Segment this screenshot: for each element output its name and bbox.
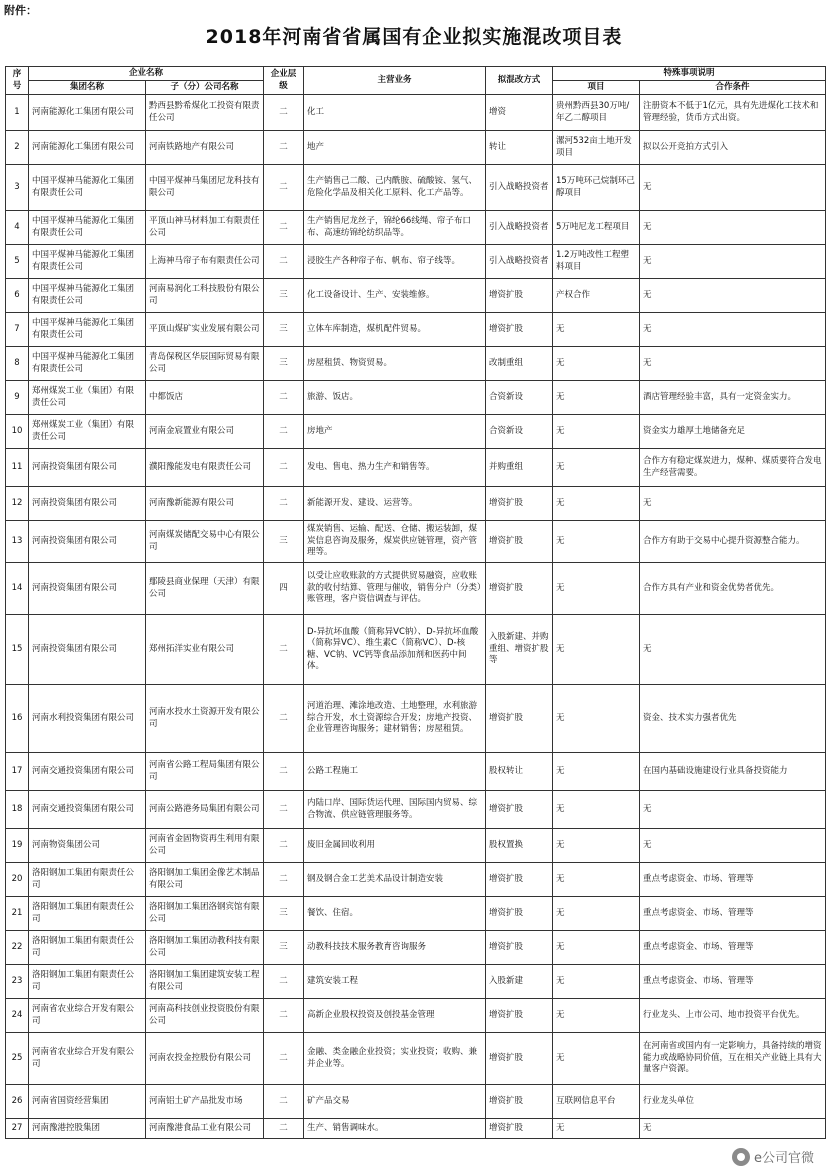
row-number: 7 [6, 313, 29, 347]
main-business: 餐饮、住宿。 [304, 897, 486, 931]
main-business: 建筑安装工程 [304, 965, 486, 999]
cooperation-condition: 注册资本不低于1亿元，具有先进煤化工技术和管理经验，货币方式出资。 [640, 95, 826, 131]
table-body [6, 95, 826, 1139]
subsidiary-name: 河南易润化工科技股份有限公司 [146, 279, 264, 313]
table-row [6, 897, 826, 931]
mix-method: 转让 [486, 131, 553, 165]
main-business: 钢及钢合金工艺美术品设计制造安装 [304, 863, 486, 897]
attachment-label: 附件： [4, 4, 37, 17]
table-row [6, 999, 826, 1033]
mix-method: 合资新设 [486, 415, 553, 449]
company-level: 二 [264, 791, 304, 829]
mix-method: 股权置换 [486, 829, 553, 863]
project-name: 无 [553, 487, 640, 521]
table-row [6, 131, 826, 165]
group-name: 河南物资集团公司 [29, 829, 146, 863]
cooperation-condition: 在国内基础设施建设行业具备投资能力 [640, 753, 826, 791]
table-row [6, 211, 826, 245]
row-number: 10 [6, 415, 29, 449]
mix-method: 增资扩股 [486, 563, 553, 615]
main-business: 煤炭销售、运输、配送、仓储、搬运装卸，煤炭信息咨询及服务，煤炭供应链管理，资产管理等。 [304, 521, 486, 563]
main-business: 发电、售电、热力生产和销售等。 [304, 449, 486, 487]
table-row [6, 487, 826, 521]
company-level: 二 [264, 753, 304, 791]
cooperation-condition: 行业龙头、上市公司、地市投资平台优先。 [640, 999, 826, 1033]
subsidiary-name: 洛阳钢加工集团洛钢宾馆有限公司 [146, 897, 264, 931]
table-row [6, 449, 826, 487]
project-name: 无 [553, 897, 640, 931]
mix-method: 入股新建 [486, 965, 553, 999]
row-number: 16 [6, 685, 29, 753]
row-number: 6 [6, 279, 29, 313]
subsidiary-name: 河南农投金控股份有限公司 [146, 1033, 264, 1085]
row-number: 18 [6, 791, 29, 829]
company-level: 二 [264, 965, 304, 999]
cooperation-condition: 酒店管理经验丰富，具有一定资金实力。 [640, 381, 826, 415]
cooperation-condition: 无 [640, 1119, 826, 1139]
cooperation-condition: 无 [640, 313, 826, 347]
table-row [6, 685, 826, 753]
row-number: 11 [6, 449, 29, 487]
project-name: 无 [553, 415, 640, 449]
subsidiary-name: 中国平煤神马集团尼龙科技有限公司 [146, 165, 264, 211]
subsidiary-name: 中都饭店 [146, 381, 264, 415]
main-business: 生产、销售调味水。 [304, 1119, 486, 1139]
main-business: 以受让应收账款的方式提供贸易融资，应收账款的收付结算、管理与催收，销售分户（分类）账管理，客户资信调查与评估。 [304, 563, 486, 615]
company-level: 三 [264, 313, 304, 347]
cooperation-condition: 无 [640, 279, 826, 313]
subsidiary-name: 鄢陵县商业保理（天津）有限公司 [146, 563, 264, 615]
row-number: 17 [6, 753, 29, 791]
project-name: 无 [553, 685, 640, 753]
mix-method: 增资扩股 [486, 863, 553, 897]
wechat-logo-icon [732, 1148, 750, 1166]
mix-method: 引入战略投资者 [486, 165, 553, 211]
mix-method: 入股新建、并购重组、增资扩股等 [486, 615, 553, 685]
main-business: 浸胶生产各种帘子布、帆布、帘子线等。 [304, 245, 486, 279]
table-row [6, 521, 826, 563]
main-business: 房地产 [304, 415, 486, 449]
mix-method: 增资扩股 [486, 1033, 553, 1085]
table-row [6, 615, 826, 685]
company-level: 二 [264, 863, 304, 897]
group-name: 河南省国资经营集团 [29, 1085, 146, 1119]
cooperation-condition: 资金、技术实力强者优先 [640, 685, 826, 753]
row-number: 8 [6, 347, 29, 381]
main-business: 金融、类金融企业投资；实业投资；收购、兼并企业等。 [304, 1033, 486, 1085]
company-level: 三 [264, 521, 304, 563]
watermark-text: e公司官微 [754, 1151, 814, 1166]
project-name: 无 [553, 563, 640, 615]
group-name: 洛阳钢加工集团有限责任公司 [29, 897, 146, 931]
mix-method: 增资扩股 [486, 313, 553, 347]
mix-method: 增资扩股 [486, 279, 553, 313]
company-level: 二 [264, 1119, 304, 1139]
mix-method: 合资新设 [486, 381, 553, 415]
subsidiary-name: 河南豫新能源有限公司 [146, 487, 264, 521]
table-row [6, 279, 826, 313]
group-name: 河南投资集团有限公司 [29, 449, 146, 487]
group-name: 中国平煤神马能源化工集团有限责任公司 [29, 211, 146, 245]
main-business: 废旧金属回收利用 [304, 829, 486, 863]
project-name: 无 [553, 863, 640, 897]
mix-method: 增资扩股 [486, 685, 553, 753]
header-mix-method: 拟混改方式 [486, 67, 553, 95]
group-name: 河南能源化工集团有限公司 [29, 131, 146, 165]
project-name: 15万吨环己烷制环己醇项目 [553, 165, 640, 211]
group-name: 中国平煤神马能源化工集团有限责任公司 [29, 313, 146, 347]
header-subsidiary-name: 子（分）公司名称 [146, 81, 264, 95]
row-number: 26 [6, 1085, 29, 1119]
row-number: 5 [6, 245, 29, 279]
project-name: 无 [553, 753, 640, 791]
company-level: 二 [264, 615, 304, 685]
cooperation-condition: 无 [640, 487, 826, 521]
project-name: 无 [553, 313, 640, 347]
subsidiary-name: 河南煤炭储配交易中心有限公司 [146, 521, 264, 563]
subsidiary-name: 濮阳豫能发电有限责任公司 [146, 449, 264, 487]
company-level: 二 [264, 95, 304, 131]
table-row [6, 753, 826, 791]
header-cooperation: 合作条件 [640, 81, 826, 95]
company-level: 二 [264, 1085, 304, 1119]
company-level: 二 [264, 487, 304, 521]
main-business: 化工 [304, 95, 486, 131]
row-number: 12 [6, 487, 29, 521]
project-name: 5万吨尼龙工程项目 [553, 211, 640, 245]
company-level: 二 [264, 245, 304, 279]
main-business: 化工设备设计、生产、安装维修。 [304, 279, 486, 313]
group-name: 河南省农业综合开发有限公司 [29, 1033, 146, 1085]
mix-method: 引入战略投资者 [486, 211, 553, 245]
mix-method: 增资扩股 [486, 521, 553, 563]
group-name: 洛阳钢加工集团有限责任公司 [29, 965, 146, 999]
project-name: 无 [553, 521, 640, 563]
row-number: 22 [6, 931, 29, 965]
company-level: 二 [264, 381, 304, 415]
table-row [6, 829, 826, 863]
subsidiary-name: 郑州拓洋实业有限公司 [146, 615, 264, 685]
main-business: 河道治理、滩涂地改造、土地整理，水利旅游综合开发，水土资源综合开发；房地产投资、企业管理咨询服务；建材销售；房屋租赁。 [304, 685, 486, 753]
cooperation-condition: 重点考虑资金、市场、管理等 [640, 863, 826, 897]
table-row [6, 313, 826, 347]
cooperation-condition: 无 [640, 791, 826, 829]
row-number: 13 [6, 521, 29, 563]
group-name: 河南投资集团有限公司 [29, 487, 146, 521]
company-level: 四 [264, 563, 304, 615]
project-name: 无 [553, 829, 640, 863]
company-level: 三 [264, 897, 304, 931]
table-row [6, 1085, 826, 1119]
table-row [6, 863, 826, 897]
cooperation-condition: 无 [640, 615, 826, 685]
cooperation-condition: 合作方具有产业和资金优势者优先。 [640, 563, 826, 615]
table-row [6, 245, 826, 279]
table-row [6, 165, 826, 211]
project-name: 无 [553, 615, 640, 685]
table-row [6, 347, 826, 381]
table-row [6, 931, 826, 965]
table-row [6, 415, 826, 449]
main-business: 生产销售尼龙丝子，锦纶66线绳、帘子布口布、高速纺锦纶纺织品等。 [304, 211, 486, 245]
subsidiary-name: 洛阳钢加工集团金像艺术制品有限公司 [146, 863, 264, 897]
subsidiary-name: 平顶山神马材料加工有限责任公司 [146, 211, 264, 245]
table-row [6, 791, 826, 829]
mix-method: 增资扩股 [486, 897, 553, 931]
mix-method: 引入战略投资者 [486, 245, 553, 279]
header-project: 项目 [553, 81, 640, 95]
subsidiary-name: 黔西县黔希煤化工投资有限责任公司 [146, 95, 264, 131]
row-number: 2 [6, 131, 29, 165]
mix-method: 增资 [486, 95, 553, 131]
main-business: 新能源开发、建设、运营等。 [304, 487, 486, 521]
mix-method: 增资扩股 [486, 791, 553, 829]
group-name: 河南交通投资集团有限公司 [29, 791, 146, 829]
group-name: 洛阳钢加工集团有限责任公司 [29, 931, 146, 965]
group-name: 中国平煤神马能源化工集团有限责任公司 [29, 165, 146, 211]
mix-method: 增资扩股 [486, 1085, 553, 1119]
mix-method: 增资扩股 [486, 999, 553, 1033]
project-name: 无 [553, 1119, 640, 1139]
table-row [6, 381, 826, 415]
group-name: 河南交通投资集团有限公司 [29, 753, 146, 791]
subsidiary-name: 洛阳钢加工集团建筑安装工程有限公司 [146, 965, 264, 999]
main-business: 内陆口岸、国际货运代理、国际国内贸易、综合物流、供应链管理服务等。 [304, 791, 486, 829]
cooperation-condition: 在河南省或国内有一定影响力，具备持续的增资能力或战略协同价值，互在相关产业链上具有大量客户资源。 [640, 1033, 826, 1085]
subsidiary-name: 平顶山煤矿实业发展有限公司 [146, 313, 264, 347]
group-name: 河南投资集团有限公司 [29, 615, 146, 685]
row-number: 14 [6, 563, 29, 615]
main-business: 立体车库制造，煤机配件贸易。 [304, 313, 486, 347]
subsidiary-name: 河南水投水土资源开发有限公司 [146, 685, 264, 753]
subsidiary-name: 上海神马帘子布有限责任公司 [146, 245, 264, 279]
project-name: 无 [553, 965, 640, 999]
group-name: 河南能源化工集团有限公司 [29, 95, 146, 131]
cooperation-condition: 行业龙头单位 [640, 1085, 826, 1119]
table-row [6, 965, 826, 999]
cooperation-condition: 重点考虑资金、市场、管理等 [640, 897, 826, 931]
subsidiary-name: 河南省公路工程局集团有限公司 [146, 753, 264, 791]
company-level: 二 [264, 829, 304, 863]
company-level: 二 [264, 999, 304, 1033]
cooperation-condition: 合作方有助于交易中心提升资源整合能力。 [640, 521, 826, 563]
project-name: 无 [553, 381, 640, 415]
cooperation-condition: 重点考虑资金、市场、管理等 [640, 931, 826, 965]
mix-method: 改制重组 [486, 347, 553, 381]
cooperation-condition: 合作方有稳定煤炭进力，煤种、煤质要符合发电生产经营需要。 [640, 449, 826, 487]
header-main-business: 主营业务 [304, 67, 486, 95]
subsidiary-name: 河南铁路地产有限公司 [146, 131, 264, 165]
subsidiary-name: 青岛保税区华辰国际贸易有限公司 [146, 347, 264, 381]
row-number: 3 [6, 165, 29, 211]
mix-method: 并购重组 [486, 449, 553, 487]
main-business: 动教科技技术服务教育咨询服务 [304, 931, 486, 965]
cooperation-condition: 无 [640, 347, 826, 381]
cooperation-condition: 资金实力雄厚土地储备充足 [640, 415, 826, 449]
header-special-notes: 特殊事项说明 [553, 67, 826, 81]
project-name: 无 [553, 791, 640, 829]
company-level: 二 [264, 165, 304, 211]
cooperation-condition: 重点考虑资金、市场、管理等 [640, 965, 826, 999]
company-level: 二 [264, 211, 304, 245]
header-company-name: 企业名称 [29, 67, 264, 81]
subsidiary-name: 河南公路港务局集团有限公司 [146, 791, 264, 829]
project-name: 1.2万吨改性工程塑料项目 [553, 245, 640, 279]
group-name: 河南投资集团有限公司 [29, 563, 146, 615]
project-name: 无 [553, 999, 640, 1033]
project-name: 无 [553, 1033, 640, 1085]
cooperation-condition: 无 [640, 211, 826, 245]
header-seq: 序号 [6, 67, 29, 95]
subsidiary-name: 洛阳钢加工集团动教科技有限公司 [146, 931, 264, 965]
row-number: 20 [6, 863, 29, 897]
row-number: 23 [6, 965, 29, 999]
row-number: 1 [6, 95, 29, 131]
header-group-name: 集团名称 [29, 81, 146, 95]
main-business: 生产销售己二酸、己内酰胺、硫酸铵、氢气、危险化学品及相关化工原料、化工产品等。 [304, 165, 486, 211]
group-name: 河南水利投资集团有限公司 [29, 685, 146, 753]
row-number: 24 [6, 999, 29, 1033]
header-level: 企业层级 [264, 67, 304, 95]
company-level: 二 [264, 449, 304, 487]
subsidiary-name: 河南金宸置业有限公司 [146, 415, 264, 449]
group-name: 河南豫港控股集团 [29, 1119, 146, 1139]
main-business: 地产 [304, 131, 486, 165]
row-number: 27 [6, 1119, 29, 1139]
group-name: 中国平煤神马能源化工集团有限责任公司 [29, 347, 146, 381]
row-number: 25 [6, 1033, 29, 1085]
company-level: 二 [264, 685, 304, 753]
company-level: 二 [264, 131, 304, 165]
cooperation-condition: 无 [640, 165, 826, 211]
main-business: 房屋租赁、物资贸易。 [304, 347, 486, 381]
subsidiary-name: 河南豫港食品工业有限公司 [146, 1119, 264, 1139]
company-level: 三 [264, 279, 304, 313]
project-name: 无 [553, 449, 640, 487]
row-number: 4 [6, 211, 29, 245]
project-name: 贵州黔西县30万吨/年乙二醇项目 [553, 95, 640, 131]
main-business: 公路工程施工 [304, 753, 486, 791]
cooperation-condition: 拟以公开竞拍方式引入 [640, 131, 826, 165]
company-level: 三 [264, 931, 304, 965]
table-row [6, 95, 826, 131]
watermark [732, 1147, 814, 1166]
company-level: 三 [264, 347, 304, 381]
main-business: 旅游、饭店。 [304, 381, 486, 415]
project-name: 互联网信息平台 [553, 1085, 640, 1119]
subsidiary-name: 河南省金固物资再生利用有限公司 [146, 829, 264, 863]
group-name: 洛阳钢加工集团有限责任公司 [29, 863, 146, 897]
group-name: 郑州煤炭工业（集团）有限责任公司 [29, 415, 146, 449]
mix-method: 增资扩股 [486, 931, 553, 965]
project-table [5, 66, 826, 1139]
table-row [6, 1119, 826, 1139]
group-name: 河南投资集团有限公司 [29, 521, 146, 563]
subsidiary-name: 河南高科技创业投资股份有限公司 [146, 999, 264, 1033]
main-business: D-异抗坏血酸（简称异VC钠）、D-异抗坏血酸（简称异VC）、维生素C（简称VC）、D-核糖、VC钠、VC钙等食品添加剂和医药中间体。 [304, 615, 486, 685]
cooperation-condition: 无 [640, 829, 826, 863]
row-number: 15 [6, 615, 29, 685]
main-business: 高新企业股权投资及创投基金管理 [304, 999, 486, 1033]
row-number: 21 [6, 897, 29, 931]
mix-method: 增资扩股 [486, 1119, 553, 1139]
cooperation-condition: 无 [640, 245, 826, 279]
row-number: 9 [6, 381, 29, 415]
page-title: 2018年河南省省属国有企业拟实施混改项目表 [205, 26, 623, 48]
table-row [6, 563, 826, 615]
row-number: 19 [6, 829, 29, 863]
project-name: 无 [553, 931, 640, 965]
project-name: 无 [553, 347, 640, 381]
project-name: 漯河532亩土地开发项目 [553, 131, 640, 165]
company-level: 二 [264, 415, 304, 449]
group-name: 中国平煤神马能源化工集团有限责任公司 [29, 279, 146, 313]
group-name: 河南省农业综合开发有限公司 [29, 999, 146, 1033]
subsidiary-name: 河南铝土矿产品批发市场 [146, 1085, 264, 1119]
mix-method: 增资扩股 [486, 487, 553, 521]
group-name: 中国平煤神马能源化工集团有限责任公司 [29, 245, 146, 279]
mix-method: 股权转让 [486, 753, 553, 791]
project-name: 产权合作 [553, 279, 640, 313]
group-name: 郑州煤炭工业（集团）有限责任公司 [29, 381, 146, 415]
table-row [6, 1033, 826, 1085]
company-level: 二 [264, 1033, 304, 1085]
main-business: 矿产品交易 [304, 1085, 486, 1119]
